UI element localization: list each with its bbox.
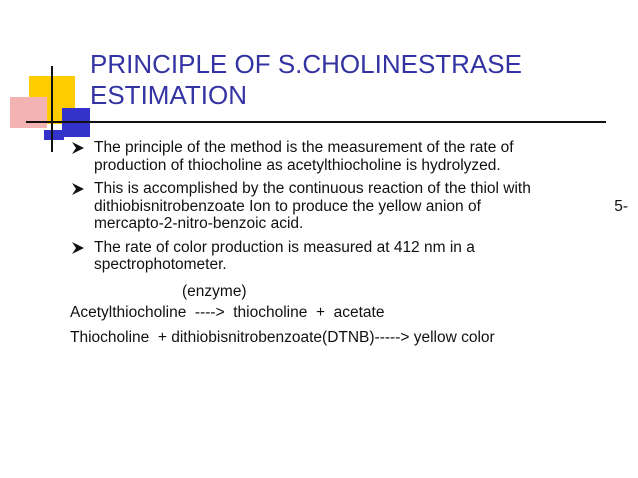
bullet-trailing-fragment: 5- xyxy=(614,197,628,215)
title-line: PRINCIPLE OF S.CHOLINESTRASE xyxy=(90,49,522,79)
bullet-text-line: The principle of the method is the measurement of the rate of xyxy=(94,139,514,156)
enzyme-label: (enzyme) xyxy=(182,283,247,300)
bullet-item xyxy=(70,239,630,274)
arrow-bullet-icon xyxy=(70,181,86,197)
title-line: ESTIMATION xyxy=(90,80,247,110)
bullet-text-line: spectrophotometer. xyxy=(94,256,227,273)
decorative-blue-bar xyxy=(44,130,64,140)
bullet-item xyxy=(70,180,630,233)
decorative-vertical-rule xyxy=(51,66,53,152)
bullet-text-line: This is accomplished by the continuous reaction of the thiol with xyxy=(94,180,531,197)
title-underline-rule xyxy=(26,121,606,123)
slide-title xyxy=(90,49,610,111)
bullet-item xyxy=(70,139,630,174)
reaction-equation-2: Thiocholine + dithiobisnitrobenzoate(DTNB)-----> yellow color xyxy=(70,329,495,346)
arrow-bullet-icon xyxy=(70,140,86,156)
bullet-text-line: The rate of color production is measured at 412 nm in a xyxy=(94,238,475,256)
reaction-equation-1: Acetylthiocholine ----> thiocholine + acetate xyxy=(70,304,385,321)
bullet-text-line: production of thiocholine as acetylthiocholine is hydrolyzed. xyxy=(94,156,501,174)
arrow-bullet-icon xyxy=(70,240,86,256)
bullet-list xyxy=(70,139,630,280)
decorative-red-square xyxy=(10,97,47,128)
bullet-text-line-justified xyxy=(94,198,628,216)
bullet-text-fragment: dithiobisnitrobenzoate Ion to produce the yellow anion of xyxy=(94,197,481,215)
bullet-text-line: mercapto-2-nitro-benzoic acid. xyxy=(94,215,304,232)
